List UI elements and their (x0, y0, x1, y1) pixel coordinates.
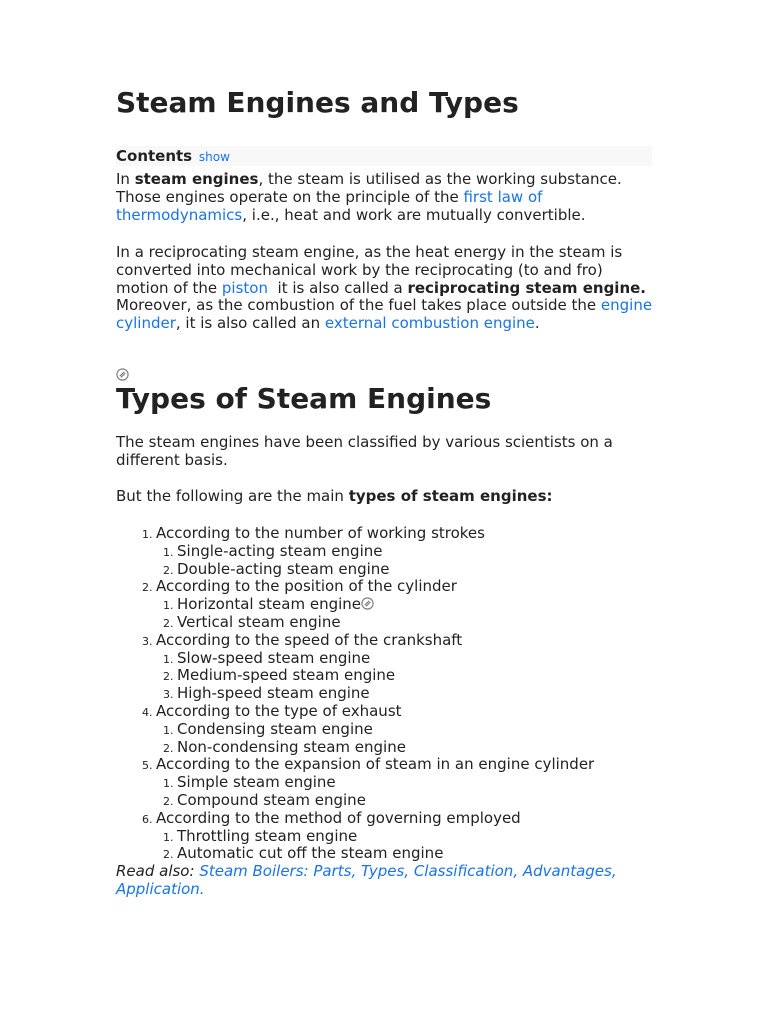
sub-list-item-label: Compound steam engine (177, 790, 366, 809)
link-engine-cylinder[interactable]: engine cylinder (116, 296, 653, 333)
sub-list-item (177, 792, 676, 810)
section-paragraph-2 (116, 488, 656, 506)
list-item-label: According to the speed of the crankshaft (156, 630, 463, 649)
read-also (116, 863, 656, 899)
list-item (156, 756, 676, 809)
list-item-label: According to the expansion of steam in an engine cylinder (156, 755, 595, 774)
sub-list-item (177, 774, 676, 792)
bold-text: types of steam engines: (348, 487, 553, 505)
list-item-label: According to the type of exhaust (156, 701, 402, 720)
sub-list-item-label: Single-acting steam engine (177, 541, 383, 560)
section-paragraph-1: The steam engines have been classified by various scientists on a different basis. (116, 433, 613, 469)
sub-list-item-label: Non-condensing steam engine (177, 737, 406, 756)
list-item (156, 632, 676, 703)
sub-list-item (177, 596, 676, 614)
sub-list-item (177, 561, 676, 579)
sub-list (156, 721, 676, 757)
sub-list-item (177, 828, 676, 846)
sub-list (156, 543, 676, 579)
sub-list-item (177, 739, 676, 757)
sub-list (156, 650, 676, 703)
sub-list-item-label: Condensing steam engine (177, 719, 373, 738)
link-first-law-thermodynamics[interactable]: first law of thermodynamics (116, 187, 543, 224)
sub-list (156, 596, 676, 632)
bold-text: reciprocating steam engine. (407, 278, 647, 297)
link-external-combustion-engine[interactable]: external combustion engine (324, 314, 535, 333)
sub-list-item-label: Double-acting steam engine (177, 559, 390, 578)
sub-list-item (177, 845, 676, 863)
sub-list-item-label: High-speed steam engine (177, 684, 370, 703)
text: , i.e., heat and work are mutually convertible. (242, 205, 586, 224)
sub-list (156, 774, 676, 810)
sub-list-item-label: Simple steam engine (177, 773, 336, 792)
page-title: Steam Engines and Types (116, 86, 519, 119)
list-item-label: According to the number of working strokes (156, 524, 485, 542)
section-heading: Types of Steam Engines (116, 382, 492, 415)
toc-label: Contents (116, 147, 193, 165)
text: , it is also called an (175, 314, 325, 333)
read-also-link[interactable]: Steam Boilers: Parts, Types, Classification, Advantages, Application. (116, 862, 617, 898)
sub-list-item-label: Slow-speed steam engine (177, 648, 371, 667)
table-of-contents (116, 146, 652, 166)
sub-list-item (177, 685, 676, 703)
list-item (156, 810, 676, 863)
text: . (534, 314, 540, 333)
text: In a reciprocating steam engine, as the heat energy in the steam is converted into mechanical work by the reciprocating (to and fro) motion of the (116, 243, 623, 297)
sub-list-item (177, 543, 676, 561)
list-item-label: According to the position of the cylinder (156, 577, 457, 596)
sub-list-item-label: Medium-speed steam engine (177, 666, 396, 685)
sub-list-item (177, 650, 676, 668)
sub-list-item-label: Throttling steam engine (177, 826, 358, 845)
sub-list-item (177, 721, 676, 739)
text: But the following are the main (116, 487, 349, 505)
list-item-label: According to the method of governing employed (156, 808, 521, 827)
link-piston[interactable]: piston (221, 278, 268, 297)
intro-paragraph-1 (116, 171, 656, 224)
sub-list (156, 828, 676, 864)
sub-list-item (177, 614, 676, 632)
read-also-prefix: Read also: (116, 862, 200, 880)
text: , the steam is utilised as the working substance. Those engines operate on the principle of the (116, 170, 622, 206)
list-item (156, 525, 676, 578)
list-item (156, 578, 676, 631)
types-list (116, 525, 676, 863)
text: Moreover, as the combustion of the fuel takes place outside the (116, 296, 601, 315)
sub-list-item (177, 667, 676, 685)
text: it is also called a (267, 278, 408, 297)
bold-text: steam engines (134, 170, 259, 188)
intro-paragraph-2 (116, 244, 656, 333)
sub-list-item-label: Vertical steam engine (177, 612, 341, 631)
list-item (156, 703, 676, 756)
sub-list-item-label: Automatic cut off the steam engine (177, 844, 444, 863)
sub-list-item-label: Horizontal steam engine (177, 595, 362, 614)
text: In (116, 170, 135, 188)
toc-show-toggle[interactable]: show (198, 150, 230, 164)
link-anchor-icon[interactable] (361, 597, 374, 610)
